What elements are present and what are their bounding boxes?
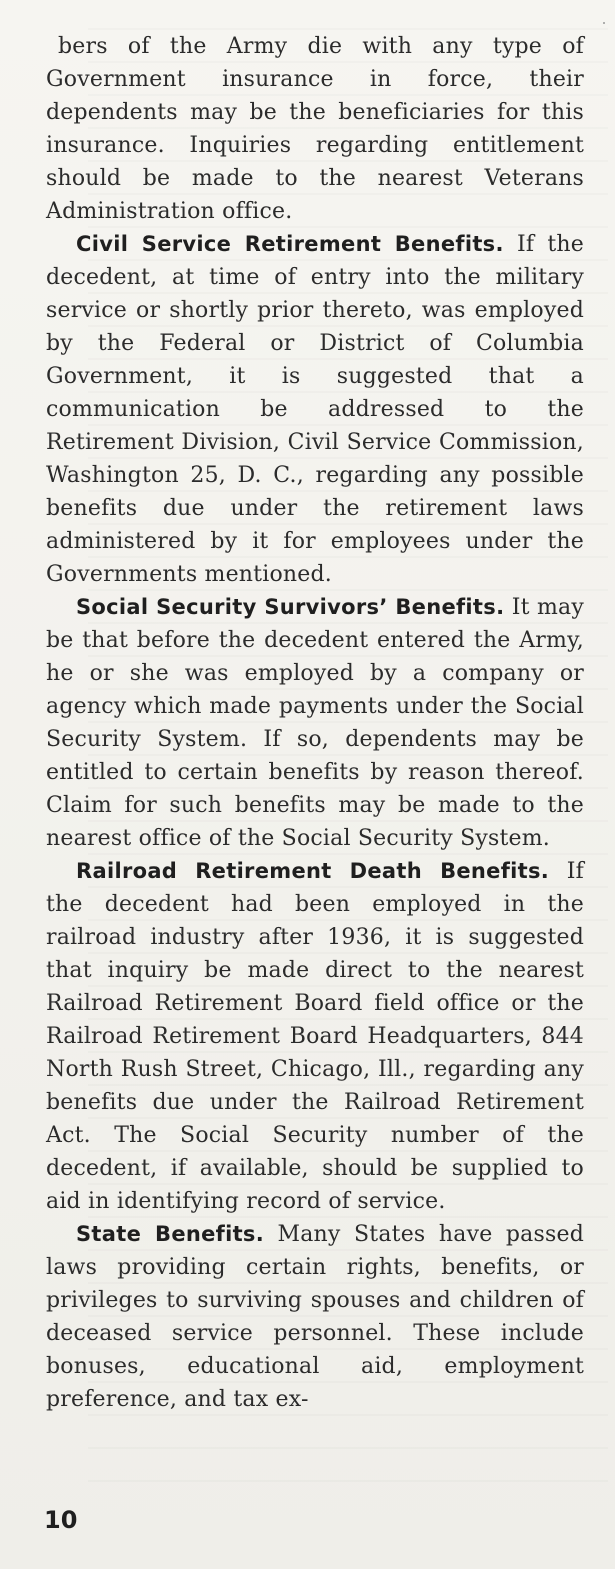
- paragraph-railroad-retirement: [46, 855, 584, 1218]
- heading-civil-service: Civil Service Retirement Benefits.: [76, 232, 504, 256]
- paragraph-body: If the decedent, at time of entry into the military service or shortly prior thereto, was employed by the Federal or District of Columbia Government, it is suggested that a communication be addressed to the Retirement Division, Civil Service Commission, Washington 25, D. C., regarding any possible benefits due under the retirement laws administered by it for employees under the Governments mentioned.: [46, 232, 584, 587]
- paragraph-body: bers of the Army die with any type of Government insurance in force, their dependents may be the beneficiaries for this insurance. Inquiries regarding entitlement should be made to the nearest Veterans Administration office.: [46, 34, 584, 224]
- paragraph-body: If the decedent had been employed in the railroad industry after 1936, it is suggested that inquiry be made direct to the nearest Railroad Retirement Board field office or the Railroad Retirement Board Headquarters, 844 North Rush Street, Chicago, Ill., regarding any benefits due under the Railroad Retirement Act. The Social Security number of the decedent, if available, should be supplied to aid in identifying record of service.: [46, 859, 584, 1214]
- heading-state-benefits: State Benefits.: [76, 1222, 265, 1246]
- paragraph-body: Many States have passed laws providing certain rights, benefits, or privileges to surviving spouses and children of deceased service personnel. These include bonuses, educational aid, employment preference, and tax ex-: [46, 1222, 584, 1412]
- page-number: 10: [44, 1506, 78, 1534]
- paragraph-state-benefits: [46, 1218, 584, 1416]
- paragraph-body: It may be that before the decedent entered the Army, he or she was employed by a company or agency which made payments under the Social Security System. If so, dependents may be entitled to certain benefits by reason thereof. Claim for such benefits may be made to the nearest office of the Social Security System.: [46, 595, 584, 851]
- paper-speck: [603, 22, 605, 24]
- body-text: [46, 30, 584, 1416]
- paragraph-social-security: [46, 591, 584, 855]
- paragraph-continued: [46, 30, 584, 228]
- heading-social-security: Social Security Survivors’ Benefits.: [76, 595, 505, 619]
- paragraph-civil-service: [46, 228, 584, 591]
- heading-railroad-retirement: Railroad Retirement Death Benefits.: [76, 859, 550, 883]
